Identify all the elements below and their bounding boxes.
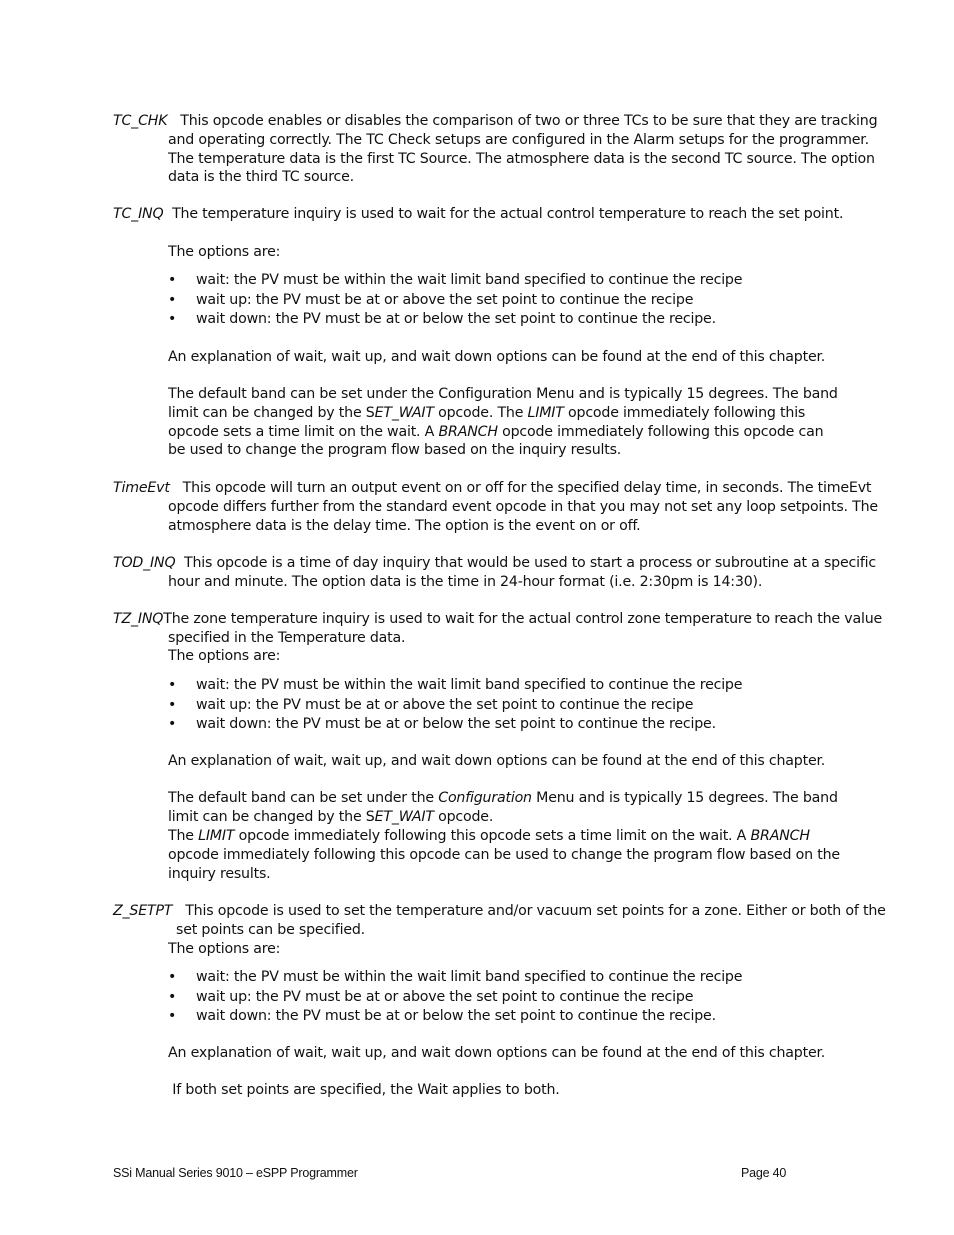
options-label: The options are: [168, 244, 281, 260]
bullet-icon: • [168, 1008, 177, 1024]
explanation-text: An explanation of wait, wait up, and wait down options can be found at the end of this chapter. [168, 753, 826, 769]
list-item: • wait down: the PV must be at or below the set point to continue the recipe. [168, 716, 716, 732]
opcode-name: TimeEvt [113, 480, 170, 496]
list-item: • wait down: the PV must be at or below the set point to continue the recipe. [168, 311, 716, 327]
footer-title: SSi Manual Series 9010 – eSPP Programmer [113, 1166, 358, 1180]
opcode-ref: LIMIT [527, 404, 564, 421]
entry-description: The temperature inquiry is used to wait for the actual control temperature to reach the set point. [172, 206, 844, 222]
bullet-icon: • [168, 291, 177, 308]
opcode-ref: ET_WAIT [374, 404, 434, 421]
opcode-ref: BRANCH [438, 423, 498, 440]
entry-timeevt [113, 479, 898, 535]
opcode-name: TZ_INQ [113, 611, 164, 627]
limit-paragraph: The LIMIT opcode immediately following this opcode sets a time limit on the wait. A BRANCH opcode immediately following this opcode can be used to change the program flow based on the inquiry results. [168, 828, 840, 882]
list-item: • wait up: the PV must be at or above the set point to continue the recipe [168, 291, 694, 308]
opcode-ref: LIMIT [198, 828, 235, 844]
explanation-text: An explanation of wait, wait up, and wait down options can be found at the end of this chapter. [168, 1045, 826, 1061]
bullet-icon: • [168, 988, 177, 1005]
entry-z-setpt [113, 902, 906, 940]
options-label: The options are: [168, 648, 281, 664]
entry-tz-inq [113, 610, 898, 648]
both-setpoints-note: If both set points are specified, the Wait applies to both. [168, 1082, 560, 1098]
options-label: The options are: [168, 941, 281, 957]
options-list [168, 968, 843, 1027]
entry-description: This opcode is used to set the temperature and/or vacuum set points for a zone. Either or both of the set points can be specified. [176, 903, 886, 938]
bullet-icon: • [168, 677, 177, 693]
bullet-icon: • [168, 696, 177, 713]
bullet-icon: • [168, 716, 177, 732]
entry-description: The zone temperature inquiry is used to wait for the actual control zone temperature to reach the value specified in the Temperature data. [163, 611, 883, 646]
list-item: • wait: the PV must be within the wait limit band specified to continue the recipe [168, 969, 743, 985]
list-item: • wait up: the PV must be at or above the set point to continue the recipe [168, 696, 694, 713]
entry-tod-inq [113, 554, 898, 592]
entry-description: This opcode will turn an output event on or off for the specified delay time, in seconds. The timeEvt opcode differs further from the standard event opcode in that you may not set any loop setpoints. The atmosphere data is the delay time. The option is the event on or off. [168, 480, 878, 534]
options-list [168, 271, 843, 330]
list-item: • wait up: the PV must be at or above the set point to continue the recipe [168, 988, 694, 1005]
entry-description: This opcode enables or disables the comparison of two or three TCs to be sure that they are tracking and operating correctly. The TC Check setups are configured in the Alarm setups for the programmer. The temperature data is the first TC Source. The atmosphere data is the second TC source. The option data is the third TC source. [168, 113, 878, 186]
opcode-name: TC_INQ [113, 206, 164, 222]
opcode-name: Z_SETPT [113, 903, 173, 919]
bullet-icon: • [168, 311, 177, 327]
opcode-ref: ET_WAIT [374, 808, 434, 825]
list-item: • wait: the PV must be within the wait limit band specified to continue the recipe [168, 677, 743, 693]
menu-ref: Configuration [438, 790, 532, 806]
opcode-name: TOD_INQ [113, 555, 176, 571]
opcode-ref: BRANCH [750, 828, 810, 844]
band-paragraph: The default band can be set under the Configuration Menu and is typically 15 degrees. The band limit can be changed by the SET_WAIT opcode. [168, 790, 838, 825]
options-list [168, 676, 843, 735]
bullet-icon: • [168, 272, 177, 288]
page-number: Page 40 [741, 1166, 787, 1180]
list-item: • wait: the PV must be within the wait limit band specified to continue the recipe [168, 272, 743, 288]
explanation-text: An explanation of wait, wait up, and wait down options can be found at the end of this chapter. [168, 349, 826, 365]
list-item: • wait down: the PV must be at or below the set point to continue the recipe. [168, 1008, 716, 1024]
entry-description: This opcode is a time of day inquiry that would be used to start a process or subroutine at a specific hour and minute. The option data is the time in 24-hour format (i.e. 2:30pm is 14:30). [168, 555, 876, 590]
bullet-icon: • [168, 969, 177, 985]
entry-tc-inq [113, 205, 908, 224]
band-paragraph: The default band can be set under the Configuration Menu and is typically 15 degrees. The band limit can be changed by the SET_WAIT opcode. The LIMIT opcode immediately following this opcode sets a time limit on the wait. A BRANCH opcode immediately following this opcode can be used to change the program flow based on the inquiry results. [168, 386, 838, 459]
opcode-name: TC_CHK [113, 113, 168, 129]
entry-tc-chk [113, 112, 898, 187]
